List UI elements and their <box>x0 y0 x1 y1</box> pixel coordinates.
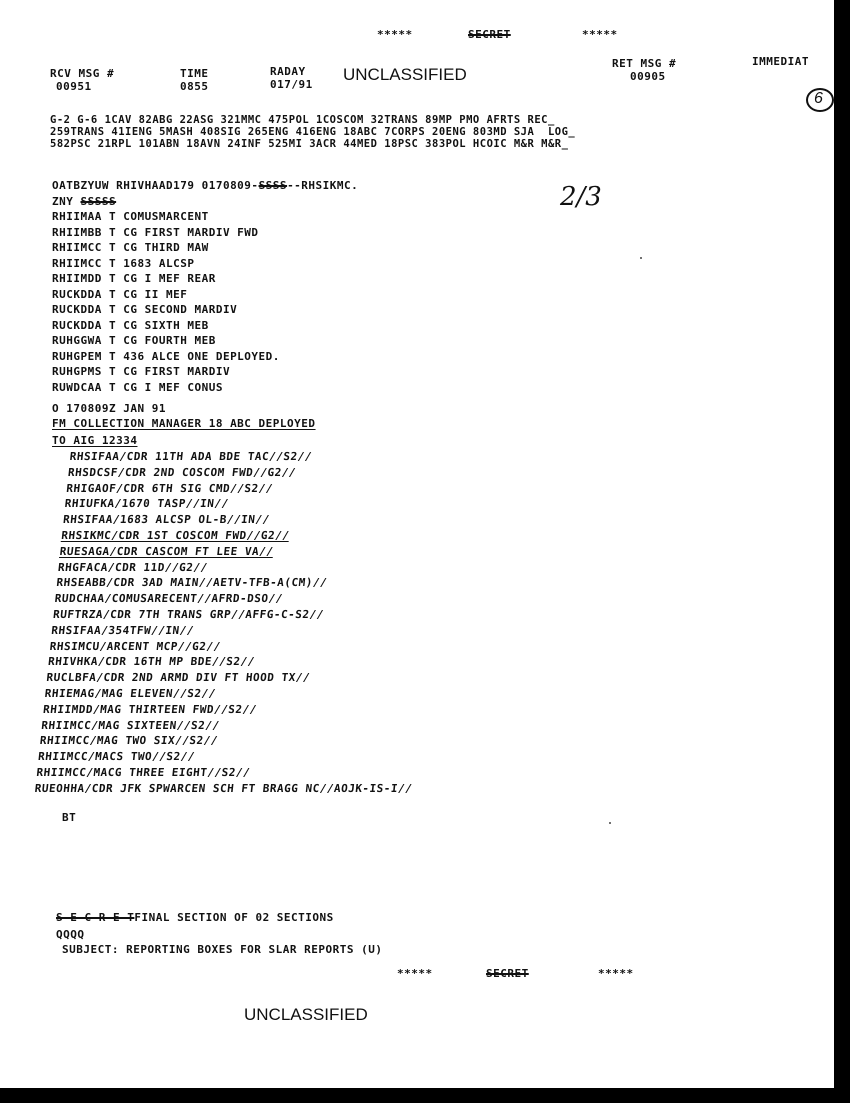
bt-marker: BT <box>62 811 77 824</box>
time-value: 0855 <box>180 80 209 93</box>
aig-line: RHIIMCC/MAG SIXTEEN//S2// <box>40 718 221 732</box>
routing-struck: SSSS <box>258 179 288 192</box>
handwritten-mark-text: 6 <box>814 90 823 107</box>
stars-left-bottom: ***** <box>397 967 433 980</box>
handwritten-circle-mark <box>806 88 834 112</box>
bottom-classification-marking: SECRET <box>486 967 529 980</box>
unclassified-bottom-marking: UNCLASSIFIED <box>244 1005 368 1024</box>
zny-line <box>52 196 116 208</box>
aig-line: RUESAGA/CDR CASCOM FT LEE VA// <box>59 544 275 558</box>
zny-struck: SSSSS <box>80 195 117 208</box>
aig-line: RHIIMCC/MAG TWO SIX//S2// <box>39 734 219 748</box>
addressee-line: RUCKDDA T CG II MEF <box>52 287 188 301</box>
raday-label: RADAY <box>270 65 306 78</box>
addressee-line: RUHGPMS T CG FIRST MARDIV <box>52 365 231 378</box>
aig-line: RUCLBFA/CDR 2ND ARMD DIV FT HOOD TX// <box>45 671 311 685</box>
addressee-line: RUCKDDA T CG SIXTH MEB <box>52 318 209 332</box>
aig-line: RHIUFKA/1670 TASP//IN// <box>64 497 230 511</box>
top-classification-marking: SECRET <box>468 28 511 41</box>
subject-line: SUBJECT: REPORTING BOXES FOR SLAR REPORTS (U) <box>62 943 383 956</box>
stars-right-bottom: ***** <box>598 967 634 980</box>
scan-border-bottom <box>0 1088 850 1103</box>
ret-msg-value: 00905 <box>630 70 666 83</box>
scan-speck <box>640 257 642 259</box>
stars-right-top: ***** <box>582 28 618 41</box>
time-label: TIME <box>180 67 209 80</box>
addressee-line: RHIIMCC T 1683 ALCSP <box>52 256 195 270</box>
aig-line: RHGFACA/CDR 11D//G2// <box>57 560 209 574</box>
aig-line: RHIEMAG/MAG ELEVEN//S2// <box>44 686 217 700</box>
aig-line: RHSIFAA/CDR 11TH ADA BDE TAC//S2// <box>69 450 313 463</box>
date-time-group: O 170809Z JAN 91 <box>52 402 166 415</box>
aig-addressee-list <box>34 451 448 799</box>
aig-line-highlighted: RHSIKMC/CDR 1ST COSCOM FWD//G2// <box>60 528 290 542</box>
aig-line: RUDCHAA/COMUSARECENT//AFRD-DSO// <box>54 592 284 606</box>
unclassified-top-marking: UNCLASSIFIED <box>343 65 467 84</box>
addressee-line: RUHGGWA T CG FOURTH MEB <box>52 334 216 347</box>
routing-line <box>52 180 358 192</box>
aig-line: RHSEABB/CDR 3AD MAIN//AETV-TFB-A(CM)// <box>55 576 328 590</box>
aig-line: RUFTRZA/CDR 7TH TRANS GRP//AFFG-C-S2// <box>52 607 325 621</box>
precedence: IMMEDIAT <box>752 55 809 68</box>
rcv-msg-value: 00951 <box>56 80 92 93</box>
routing-prefix: OATBZYUW RHIVHAAD179 0170809- <box>52 179 259 192</box>
from-line: FM COLLECTION MANAGER 18 ABC DEPLOYED <box>52 417 316 430</box>
addressee-line: RUHGPEM T 436 ALCE ONE DEPLOYED. <box>52 349 280 363</box>
raday-value: 017/91 <box>270 78 313 91</box>
addressee-line: RHIIMAA T COMUSMARCENT <box>52 210 209 223</box>
aig-line: RHIIMDD/MAG THIRTEEN FWD//S2// <box>42 702 258 716</box>
final-section-text: FINAL SECTION OF 02 SECTIONS <box>134 911 334 924</box>
zny-prefix: ZNY <box>52 195 81 208</box>
aig-line: RHIVHKA/CDR 16TH MP BDE//S2// <box>47 655 256 669</box>
qqqq-line: QQQQ <box>56 928 85 941</box>
rcv-msg-label: RCV MSG # <box>50 67 115 80</box>
routing-suffix: --RHSIKMC. <box>287 179 359 192</box>
aig-line: RHSIFAA/354TFW//IN// <box>50 623 195 637</box>
aig-line: RHIIMCC/MACG THREE EIGHT//S2// <box>35 765 251 779</box>
stars-left-top: ***** <box>377 28 413 41</box>
ret-msg-label: RET MSG # <box>612 57 677 70</box>
final-section-line <box>56 912 334 924</box>
handwritten-page-note: 2/3 <box>560 182 602 212</box>
addressee-line: RHIIMCC T CG THIRD MAW <box>52 241 209 254</box>
aig-line: RHIIMCC/MACS TWO//S2// <box>37 750 196 764</box>
distribution-line-3: 582PSC 21RPL 101ABN 18AVN 24INF 525MI 3ACR 44MED 18PSC 383POL HCOIC M&R M&R_ <box>50 138 569 150</box>
distribution-line-1: G-2 G-6 1CAV 82ABG 22ASG 321MMC 475POL 1COSCOM 32TRANS 89MP PMO AFRTS REC_ <box>50 114 555 126</box>
scan-speck <box>609 822 611 824</box>
addressee-list <box>52 211 280 397</box>
addressee-line: RHIIMBB T CG FIRST MARDIV FWD <box>52 225 259 239</box>
aig-line: RHSIMCU/ARCENT MCP//G2// <box>49 639 222 653</box>
aig-line: RHSDCSF/CDR 2ND COSCOM FWD//G2// <box>67 465 297 479</box>
to-line: TO AIG 12334 <box>52 434 138 447</box>
addressee-line: RHIIMDD T CG I MEF REAR <box>52 272 216 285</box>
aig-line: RHIGAOF/CDR 6TH SIG CMD//S2// <box>65 481 274 495</box>
addressee-line: RUWDCAA T CG I MEF CONUS <box>52 380 223 394</box>
aig-line: RHSIFAA/1683 ALCSP OL-B//IN// <box>62 513 271 527</box>
addressee-line: RUCKDDA T CG SECOND MARDIV <box>52 303 238 316</box>
scan-border-right <box>834 0 850 1103</box>
struck-classification: S E C R E T <box>56 911 135 924</box>
aig-line: RUEOHHA/CDR JFK SPWARCEN SCH FT BRAGG NC//AOJK-IS-I// <box>34 781 414 795</box>
distribution-line-2: 259TRANS 41IENG 5MASH 408SIG 265ENG 416ENG 18ABC 7CORPS 20ENG 803MD SJA LOG_ <box>50 126 576 138</box>
